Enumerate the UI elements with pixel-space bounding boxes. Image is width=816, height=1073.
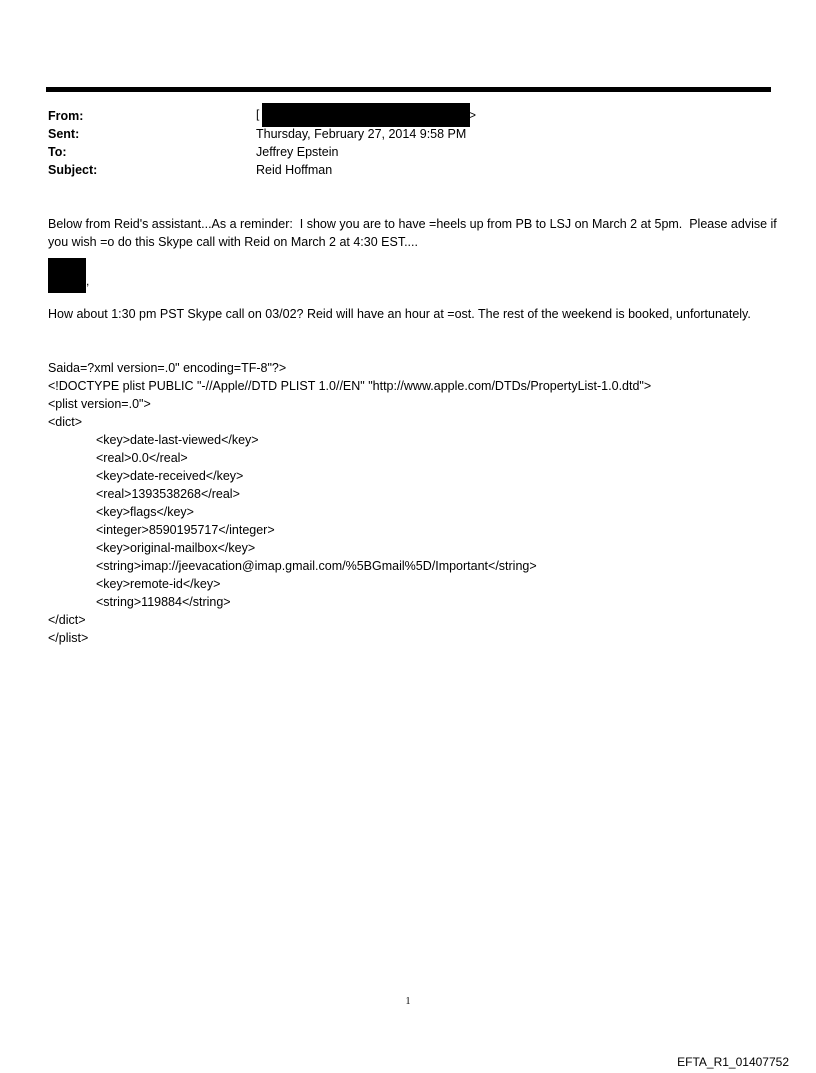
- from-label: From:: [48, 109, 84, 123]
- sender-redaction: [48, 258, 86, 293]
- to-label: To:: [48, 145, 67, 159]
- from-value-fragment-right: >: [469, 108, 477, 122]
- sent-label: Sent:: [48, 127, 80, 141]
- body-paragraph-2: How about 1:30 pm PST Skype call on 03/02? Reid will have an hour at =ost. The rest of the weekend is booked, unfortunately.: [48, 307, 751, 321]
- bates-number: EFTA_R1_01407752: [677, 1055, 789, 1069]
- subject-value: Reid Hoffman: [256, 163, 333, 177]
- xml-line: <string>119884</string>: [96, 595, 231, 609]
- sender-comma: ,: [86, 274, 90, 288]
- xml-line: <key>date-received</key>: [96, 469, 244, 483]
- xml-line: </plist>: [48, 631, 89, 645]
- xml-line: <real>1393538268</real>: [96, 487, 240, 501]
- page-number: 1: [405, 996, 411, 1007]
- sent-value: Thursday, February 27, 2014 9:58 PM: [256, 127, 467, 141]
- xml-line: <!DOCTYPE plist PUBLIC "-//Apple//DTD PLIST 1.0//EN" "http://www.apple.com/DTDs/PropertyList-1.0.dtd">: [48, 379, 652, 393]
- xml-line: </dict>: [48, 613, 86, 627]
- to-value: Jeffrey Epstein: [256, 145, 339, 159]
- xml-line: <real>0.0</real>: [96, 451, 188, 465]
- xml-line: Saida=?xml version=.0" encoding=TF-8"?>: [48, 361, 287, 375]
- header-rule: [46, 87, 771, 92]
- xml-line: <dict>: [48, 415, 83, 429]
- xml-line: <key>remote-id</key>: [96, 577, 221, 591]
- xml-line: <key>flags</key>: [96, 505, 194, 519]
- from-value-fragment-left: [: [256, 107, 260, 121]
- xml-line: <plist version=.0">: [48, 397, 151, 411]
- xml-line: <integer>8590195717</integer>: [96, 523, 275, 537]
- xml-line: <key>date-last-viewed</key>: [96, 433, 259, 447]
- from-redaction: [262, 103, 470, 127]
- body-paragraph-1: Below from Reid's assistant...As a reminder: I show you are to have =heels up from PB to LSJ on March 2 at 5pm. Please advise if you wish =o do this Skype call with Reid on March 2 at 4:30 EST....: [48, 217, 781, 249]
- xml-line: <string>imap://jeevacation@imap.gmail.com/%5BGmail%5D/Important</string>: [96, 559, 537, 573]
- xml-line: <key>original-mailbox</key>: [96, 541, 256, 555]
- subject-label: Subject:: [48, 163, 98, 177]
